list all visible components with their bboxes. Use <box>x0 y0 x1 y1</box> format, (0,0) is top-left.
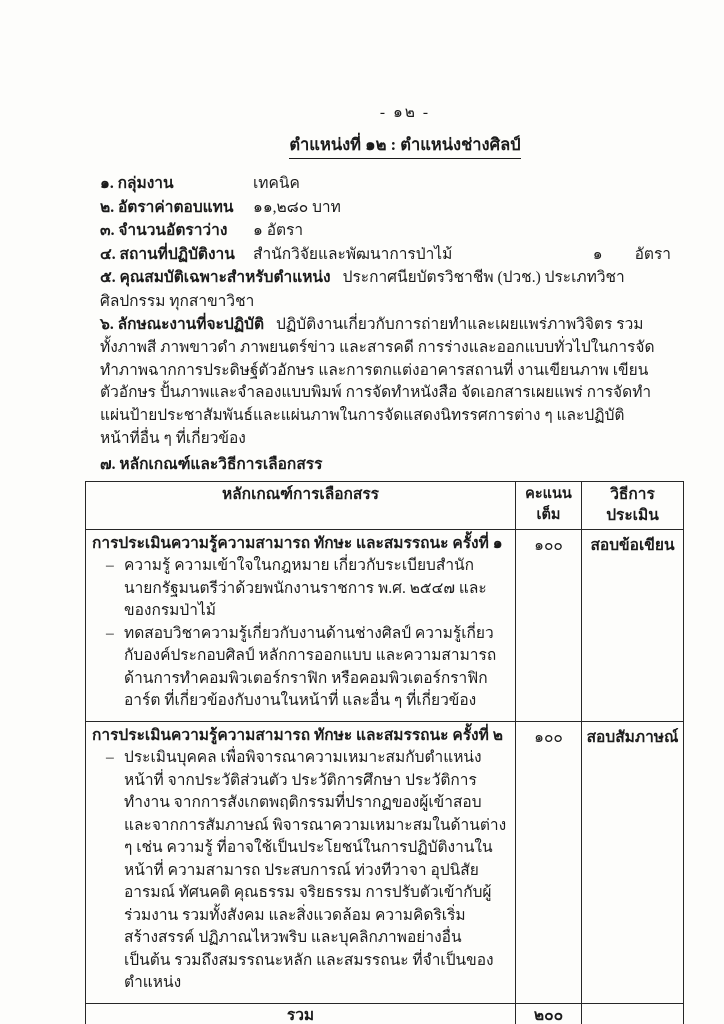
field-label-group: ๑. กลุ่มงาน <box>100 175 174 192</box>
field-label-pay: ๒. อัตราค่าตอบแทน <box>100 198 234 216</box>
document-content <box>85 102 683 1024</box>
worksite-vacancy-count <box>593 243 683 267</box>
assessment-1-bullet-1 <box>92 555 507 623</box>
document-header <box>127 102 683 159</box>
field-value-vacancy: ๑ อัตรา <box>253 222 304 239</box>
duties-value: ปฏิบัติงานเกี่ยวกับการถ่ายทำและเผยแพร่ภาพวิจิตร รวมทั้งภาพสี ภาพขาวดำ ภาพยนตร์ข่าว และสารคดี การร่างและออกแบบทั่วไปในการจัดทำภาพฉากการประดิษฐ์ตัวอักษร และการตกแต่งอาคารสถานที่ งานเขียนภาพ เขียนตัวอักษร ปั้นภาพและจำลองแบบพิมพ์ การจัดทำหนังสือ จัดเอกสารเผยแพร่ การจัดทำแผ่นป้ายประชาสัมพันธ์และแผ่นภาพในการจัดแสดงนิทรรศการต่าง ๆ และปฏิบัติหน้าที่อื่น ๆ ที่เกี่ยวข้อง <box>100 316 655 447</box>
assessment-2-method: สอบสัมภาษณ์ <box>582 721 684 1003</box>
field-list <box>85 172 683 266</box>
assessment-1-bullet-1-text: ความรู้ ความเข้าใจในกฎหมาย เกี่ยวกับระเบียบสำนักนายกรัฐมนตรีว่าด้วยพนักงานราชการ พ.ศ. ๒๕๔๗ และของกรมป่าไม้ <box>124 557 487 620</box>
duties-label: ๖. ลักษณะงานที่จะปฏิบัติ <box>100 316 265 333</box>
field-row-vacancy <box>100 219 683 243</box>
page-title: ตำแหน่งที่ ๑๒ : ตำแหน่งช่างศิลป์ <box>289 133 520 159</box>
dash-bullet-icon: – <box>106 557 114 575</box>
worksite-unit: อัตรา <box>634 245 671 263</box>
assessment-2-criteria-cell <box>86 721 516 1003</box>
worksite-count: ๑ <box>592 245 603 263</box>
total-method-empty <box>582 1003 684 1024</box>
qualification-label: ๕. คุณสมบัติเฉพาะสำหรับตำแหน่ง <box>100 269 331 286</box>
total-score: ๒๐๐ <box>516 1003 582 1024</box>
criteria-heading: ๗. หลักเกณฑ์และวิธีการเลือกสรร <box>100 455 323 473</box>
dash-bullet-icon: – <box>106 749 114 767</box>
assessment-2-score: ๑๐๐ <box>516 721 582 1003</box>
header-score: คะแนนเต็ม <box>516 481 582 529</box>
field-label-vacancy: ๓. จำนวนอัตราว่าง <box>100 222 228 239</box>
field-value-worksite: สำนักวิจัยและพัฒนาการป่าไม้ <box>253 245 453 263</box>
header-criteria: หลักเกณฑ์การเลือกสรร <box>86 481 516 529</box>
field-value-group: เทคนิค <box>253 175 300 192</box>
total-label: รวม <box>86 1003 516 1024</box>
field-row-worksite <box>100 243 683 267</box>
assessment-2-bullet-1-text: ประเมินบุคคล เพื่อพิจารณาความเหมาะสมกับตำแหน่งหน้าที่ จากประวัติส่วนตัว ประวัติการศึกษา ประวัติการทำงาน จากการสังเกตพฤติกรรมที่ปรากฏของผู้เข้าสอบและจากการสัมภาษณ์ พิจารณาความเหมาะสมในด้านต่าง ๆ เช่น ความรู้ ที่อาจใช้เป็นประโยชน์ในการปฏิบัติงานในหน้าที่ ความสามารถ ประสบการณ์ ท่วงทีวาจา อุปนิสัย อารมณ์ ทัศนคติ คุณธรรม จริยธรรม การปรับตัวเข้ากับผู้ร่วมงาน รวมทั้งสังคม และสิ่งแวดล้อม ความคิดริเริ่มสร้างสรรค์ ปฏิภาณไหวพริบ และบุคลิกภาพอย่างอื่น เป็นต้น รวมถึงสมรรถนะหลัก และสมรรถนะ ที่จำเป็นของตำแหน่ง <box>124 749 507 992</box>
field-row-group <box>100 172 683 196</box>
assessment-1-bullet-2 <box>92 623 507 713</box>
assessment-2-bullet-1 <box>92 747 507 995</box>
assessment-1-title: การประเมินความรู้ความสามารถ ทักษะ และสมรรถนะ ครั้งที่ ๑ <box>92 534 503 552</box>
field-value-pay: ๑๑,๒๘๐ บาท <box>253 198 341 216</box>
page-number: - ๑๒ - <box>379 104 431 121</box>
qualification-line <box>85 266 683 313</box>
assessment-1-method: สอบข้อเขียน <box>582 529 684 721</box>
duties-paragraph <box>85 314 683 451</box>
header-method: วิธีการประเมิน <box>582 481 684 529</box>
assessment-1-bullet-2-text: ทดสอบวิชาความรู้เกี่ยวกับงานด้านช่างศิลป์ ความรู้เกี่ยวกับองค์ประกอบศิลป์ หลักการออกแบบ และความสามารถด้านการทำคอมพิวเตอร์กราฟิก หรือคอมพิวเตอร์กราฟิกอาร์ต ที่เกี่ยวข้องกับงานในหน้าที่ และอื่น ๆ ที่เกี่ยวข้อง <box>124 624 497 710</box>
assessment-1-criteria-cell <box>86 529 516 721</box>
table-header-row <box>86 481 684 529</box>
field-label-worksite: ๔. สถานที่ปฏิบัติงาน <box>100 245 235 263</box>
assessment-1-score: ๑๐๐ <box>516 529 582 721</box>
doc-title-wrap <box>127 133 683 159</box>
table-row-assessment-2 <box>86 721 684 1003</box>
qualification-value: ประกาศนียบัตรวิชาชีพ (ปวช.) ประเภทวิชาศิลปกรรม ทุกสาขาวิชา <box>100 269 625 310</box>
assessment-2-title: การประเมินความรู้ความสามารถ ทักษะ และสมรรถนะ ครั้งที่ ๒ <box>92 726 503 744</box>
dash-bullet-icon: – <box>106 624 114 642</box>
table-row-assessment-1 <box>86 529 684 721</box>
table-row-total <box>86 1003 684 1024</box>
selection-criteria-table <box>85 481 684 1024</box>
field-row-pay <box>100 196 683 220</box>
